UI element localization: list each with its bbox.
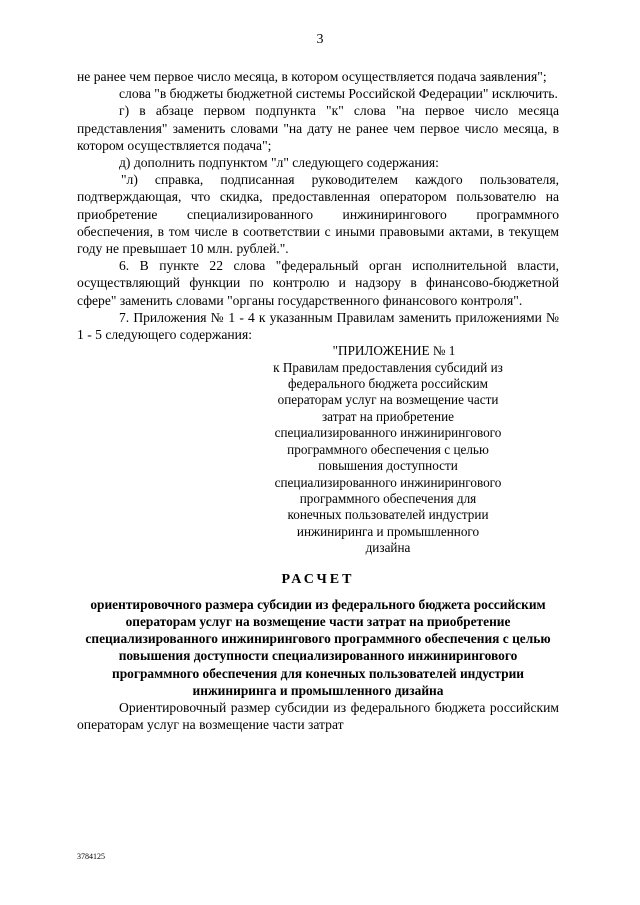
appendix-title: "ПРИЛОЖЕНИЕ № 1	[332, 343, 456, 359]
paragraph-item-6: 6. В пункте 22 слова "федеральный орган исполнительной власти, осуществляющий функции по контролю и надзору в финансово-бюджетной сфере" заменить словами "органы государственного финансового контроля".	[77, 258, 559, 308]
calc-heading: РАСЧЕТ	[281, 571, 355, 587]
appendix-block	[273, 343, 503, 556]
document-code: 3784125	[77, 852, 105, 861]
paragraph-exclude-words: слова "в бюджеты бюджетной системы Российской Федерации" исключить.	[119, 86, 558, 102]
paragraph-continuation: не ранее чем первое число месяца, в котором осуществляется подача заявления";	[77, 69, 547, 84]
document-body	[77, 68, 559, 733]
paragraph-subitem-d: д) дополнить подпунктом "л" следующего содержания:	[119, 155, 439, 171]
paragraph-subitem-l: "л) справка, подписанная руководителем каждого пользователя, подтверждающая, что скидка, предоставленная оператором пользователю на приобретение специализированного инжинирингового программного обеспечения, в том числе в соответствии с иными правовыми актами, в текущем году не превышает 10 млн. рублей.".	[77, 172, 559, 257]
paragraph-subitem-g: г) в абзаце первом подпункта "к" слова "на первое число месяца представления" заменить словами "на дату не ранее чем первое число месяца, в котором осуществляется подача";	[77, 103, 559, 153]
calc-title: ориентировочного размера субсидии из федерального бюджета российским операторам услуг на возмещение части затрат на приобретение специализированного инжинирингового программного обеспечения с целью повышения доступности специализированного инжинирингового программного обеспечения для конечных пользователей индустрии инжиниринга и промышленного дизайна	[85, 596, 551, 698]
closing-paragraph: Ориентировочный размер субсидии из федерального бюджета российским операторам услуг на возмещение части затрат	[77, 699, 559, 733]
paragraph-item-7: 7. Приложения № 1 - 4 к указанным Правилам заменить приложениями № 1 - 5 следующего содержания:	[77, 309, 559, 343]
appendix-subtitle: к Правилам предоставления субсидий из федерального бюджета российским операторам услуг на возмещение части затрат на приобретение специализированного инжинирингового программного обеспечения с целью повышения доступности специализированного инжинирингового программного обеспечения для конечных пользователей индустрии инжиниринга и промышленного дизайна	[273, 359, 503, 556]
page-number: 3	[316, 32, 324, 47]
